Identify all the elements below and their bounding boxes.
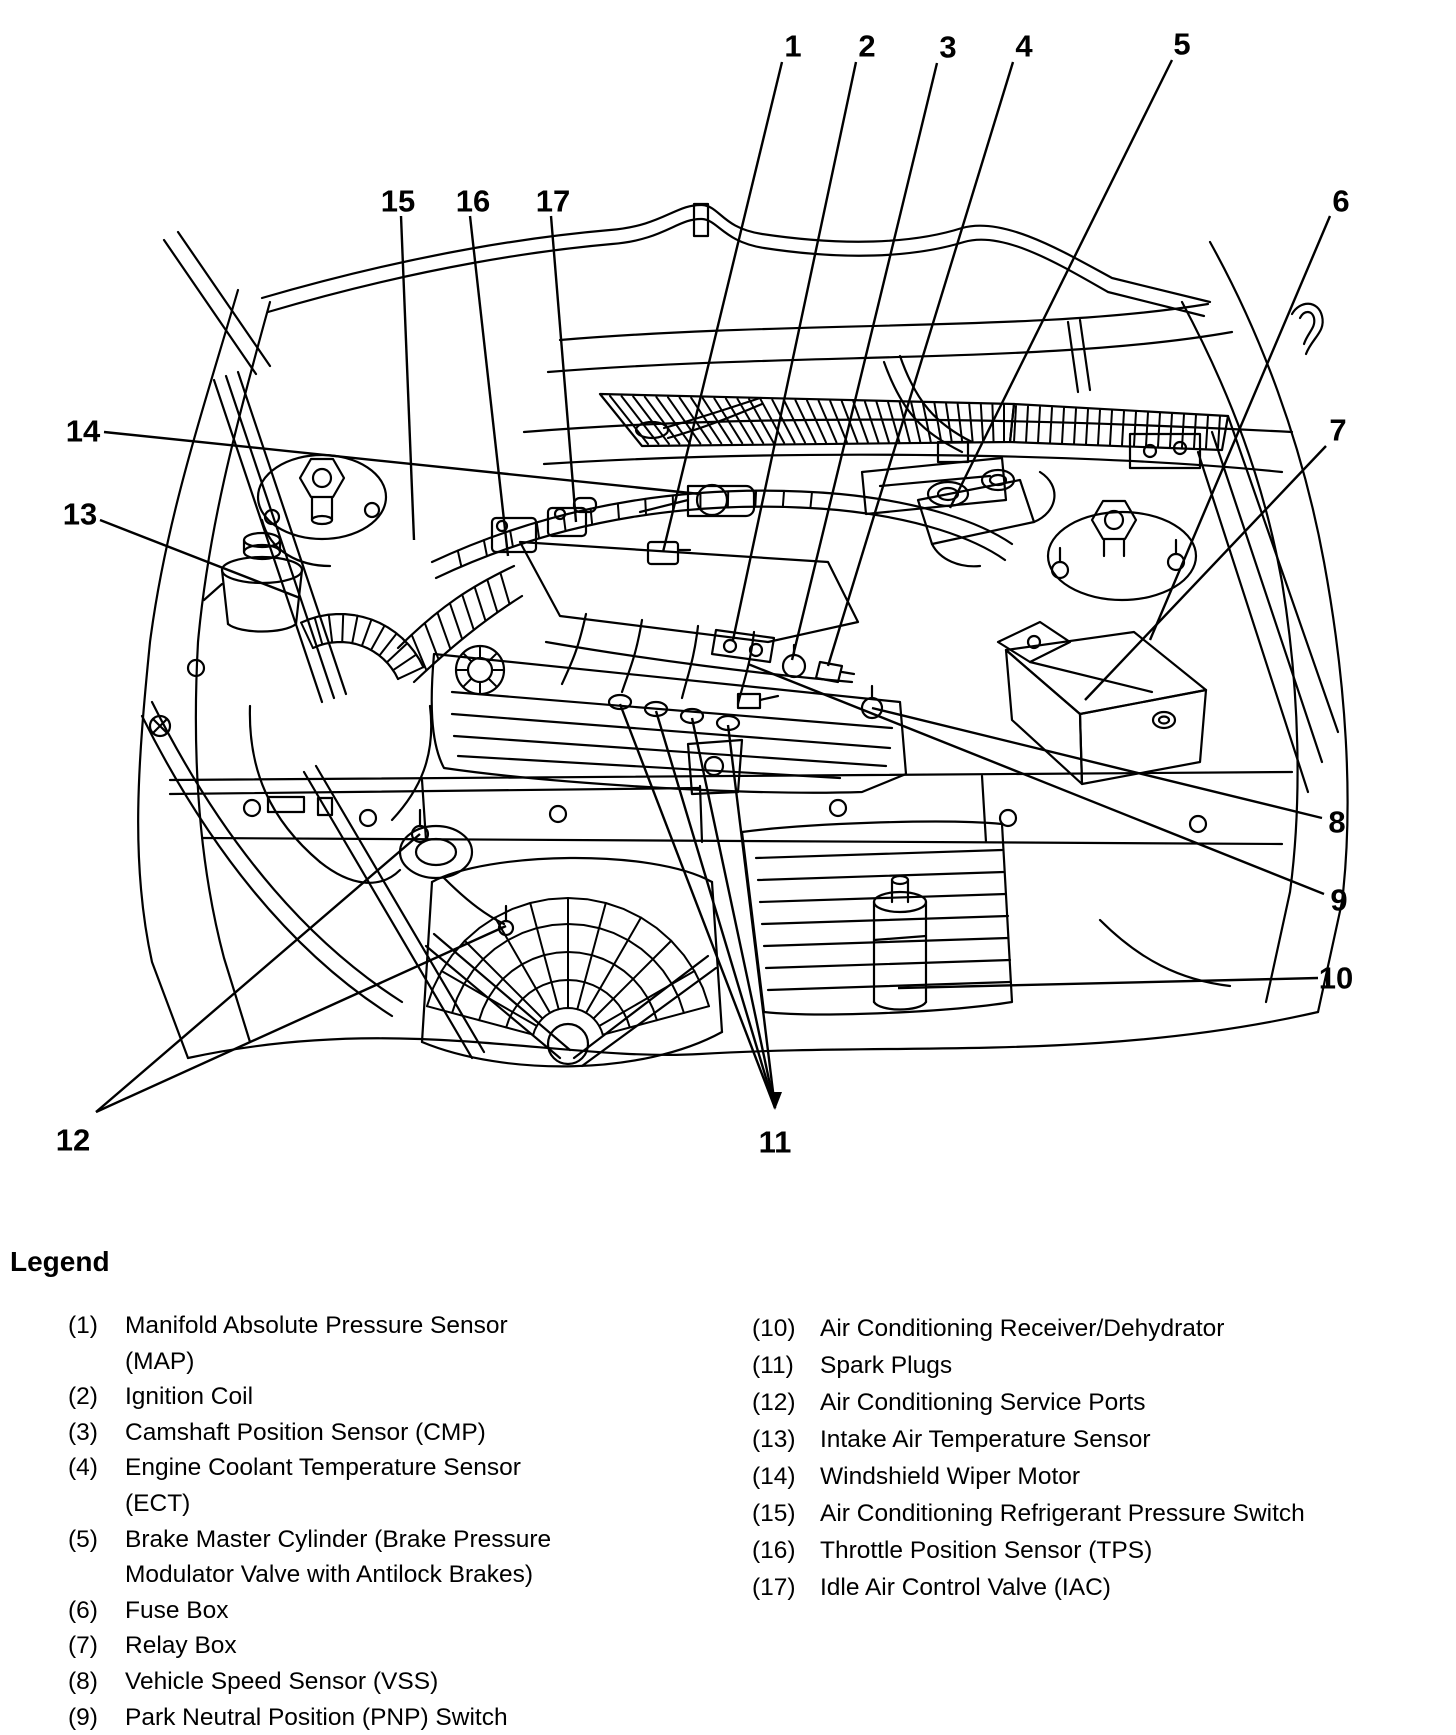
callout-number-1: 1 <box>784 29 801 64</box>
legend-column-left <box>68 1308 573 1735</box>
leader-line-1 <box>663 62 782 552</box>
legend-item-number: (15) <box>752 1495 820 1532</box>
leader-line-17 <box>551 216 576 522</box>
legend-item-label: Intake Air Temperature Sensor <box>820 1421 1452 1458</box>
callout-number-11: 11 <box>759 1125 792 1160</box>
callout-6 <box>1150 184 1350 641</box>
brake-master-cylinder <box>918 470 1054 566</box>
leader-line-3 <box>792 63 937 660</box>
leader-line-9 <box>748 664 1324 894</box>
legend-item-7 <box>68 1628 573 1664</box>
legend-item-number: (1) <box>68 1308 125 1344</box>
legend-item-5 <box>68 1522 573 1593</box>
callout-number-8: 8 <box>1328 805 1345 840</box>
callout-2 <box>733 29 876 641</box>
callout-15 <box>381 184 415 541</box>
legend-item-number: (10) <box>752 1310 820 1347</box>
leader-line-15 <box>401 216 414 540</box>
legend-item-4 <box>68 1450 573 1521</box>
callout-number-17: 17 <box>536 184 570 219</box>
leader-line-8 <box>872 708 1322 818</box>
leader-line-6 <box>1150 216 1330 640</box>
legend-item-3 <box>68 1415 573 1451</box>
callout-number-5: 5 <box>1173 27 1190 62</box>
callout-12 <box>56 834 506 1158</box>
firewall-brackets <box>862 434 1200 514</box>
hood-and-fenders <box>138 204 1347 1058</box>
legend-column-right <box>752 1310 1452 1606</box>
legend-item-label: Air Conditioning Receiver/Dehydrator <box>820 1310 1452 1347</box>
intake-manifold-and-sensors <box>492 498 858 704</box>
leader-line-7 <box>1085 446 1326 700</box>
legend-item-label: Air Conditioning Refrigerant Pressure Switch <box>820 1495 1452 1532</box>
legend-item-label: Throttle Position Sensor (TPS) <box>820 1532 1452 1569</box>
legend-item-number: (16) <box>752 1532 820 1569</box>
callout-number-9: 9 <box>1330 883 1347 918</box>
radiator-fan <box>422 858 722 1066</box>
legend-item-number: (5) <box>68 1522 125 1558</box>
legend-item-12 <box>752 1384 1452 1421</box>
callout-10 <box>898 961 1353 996</box>
callout-number-4: 4 <box>1015 29 1033 64</box>
legend-item-label: Brake Master Cylinder (Brake Pressure Modulator Valve with Antilock Brakes) <box>125 1522 573 1593</box>
legend-item-number: (13) <box>752 1421 820 1458</box>
legend-item-label: Spark Plugs <box>820 1347 1452 1384</box>
callout-number-16: 16 <box>456 184 490 219</box>
callout-9 <box>748 664 1348 918</box>
legend-item-13 <box>752 1421 1452 1458</box>
legend-item-number: (6) <box>68 1593 125 1629</box>
legend-item-label: Fuse Box <box>125 1593 573 1629</box>
legend-item-14 <box>752 1458 1452 1495</box>
callout-number-14: 14 <box>66 414 101 449</box>
legend-item-number: (7) <box>68 1628 125 1664</box>
callout-3 <box>792 30 957 661</box>
callout-layer <box>56 27 1353 1160</box>
cmp-sensor <box>783 655 805 677</box>
legend-item-label: Manifold Absolute Pressure Sensor (MAP) <box>125 1308 573 1379</box>
callout-1 <box>663 29 802 553</box>
callout-16 <box>456 184 508 557</box>
legend-item-label: Relay Box <box>125 1628 573 1664</box>
callout-number-12: 12 <box>56 1123 90 1158</box>
fuse-box <box>1006 632 1206 784</box>
legend-item-label: Vehicle Speed Sensor (VSS) <box>125 1664 573 1700</box>
legend-item-number: (2) <box>68 1379 125 1415</box>
callout-number-15: 15 <box>381 184 415 219</box>
legend-item-number: (14) <box>752 1458 820 1495</box>
legend-item-9 <box>68 1700 573 1735</box>
legend-item-11 <box>752 1347 1452 1384</box>
legend-item-label: Air Conditioning Service Ports <box>820 1384 1452 1421</box>
callout-11 <box>620 704 791 1160</box>
leader-line-14 <box>104 432 700 494</box>
callout-number-2: 2 <box>858 29 875 64</box>
legend-item-label: Windshield Wiper Motor <box>820 1458 1452 1495</box>
callout-number-6: 6 <box>1332 184 1349 219</box>
legend-title: Legend <box>10 1246 110 1278</box>
legend-item-2 <box>68 1379 573 1415</box>
pnp-switch <box>738 694 760 708</box>
legend-item-10 <box>752 1310 1452 1347</box>
legend-item-1 <box>68 1308 573 1379</box>
callout-number-3: 3 <box>939 30 956 65</box>
callout-number-7: 7 <box>1329 413 1346 448</box>
callout-4 <box>828 29 1033 667</box>
legend-item-label: Park Neutral Position (PNP) Switch <box>125 1700 573 1735</box>
leader-line-16 <box>470 216 508 556</box>
legend-item-17 <box>752 1569 1452 1606</box>
leader-line-12 <box>96 834 420 1112</box>
fan-motor-hub <box>548 1024 588 1064</box>
leader-arrow <box>768 1092 782 1110</box>
intake-air-duct <box>250 566 522 883</box>
legend-item-label: Idle Air Control Valve (IAC) <box>820 1569 1452 1606</box>
legend-item-label: Ignition Coil <box>125 1379 573 1415</box>
ignition-coil <box>712 630 774 662</box>
leader-line-12 <box>96 926 506 1112</box>
legend-item-8 <box>68 1664 573 1700</box>
legend-item-number: (8) <box>68 1664 125 1700</box>
legend-item-16 <box>752 1532 1452 1569</box>
callout-number-10: 10 <box>1319 961 1353 996</box>
legend-item-number: (11) <box>752 1347 820 1384</box>
legend-item-6 <box>68 1593 573 1629</box>
engine-bay-art <box>138 204 1347 1066</box>
legend-item-number: (12) <box>752 1384 820 1421</box>
legend-item-label: Engine Coolant Temperature Sensor (ECT) <box>125 1450 573 1521</box>
callout-5 <box>950 27 1191 509</box>
valve-cover <box>432 646 906 793</box>
legend-item-label: Camshaft Position Sensor (CMP) <box>125 1415 573 1451</box>
callout-number-13: 13 <box>63 497 97 532</box>
cowl-and-vent <box>524 304 1323 472</box>
legend-item-number: (3) <box>68 1415 125 1451</box>
leader-line-2 <box>733 62 856 640</box>
legend-item-number: (4) <box>68 1450 125 1486</box>
legend-item-number: (17) <box>752 1569 820 1606</box>
wiring-harness <box>432 356 1012 578</box>
legend-item-15 <box>752 1495 1452 1532</box>
legend-item-number: (9) <box>68 1700 125 1735</box>
leader-line-4 <box>828 62 1013 666</box>
